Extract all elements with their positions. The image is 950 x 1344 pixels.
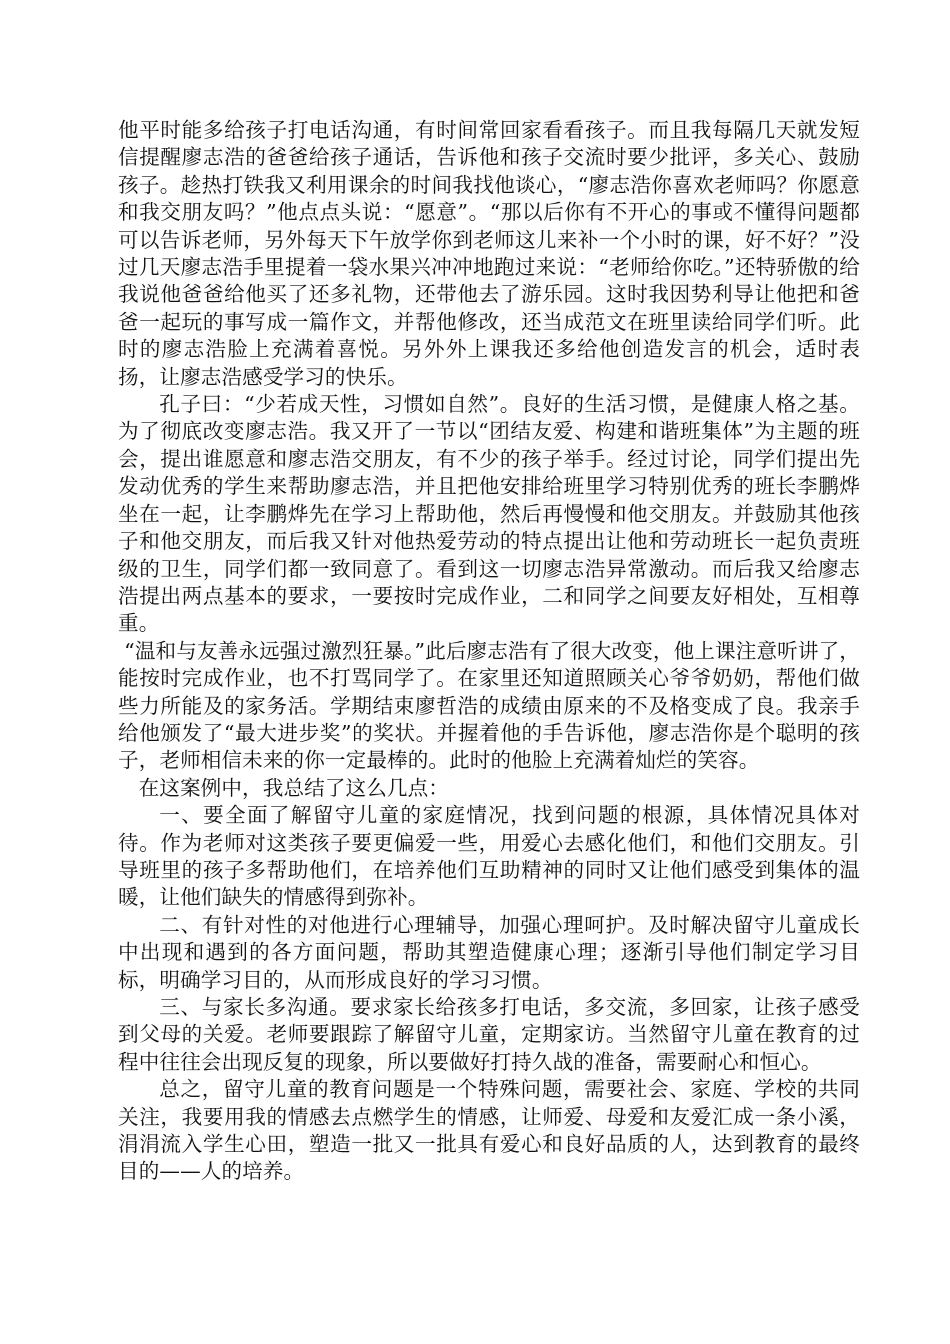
paragraph-5: 一、要全面了解留守儿童的家庭情况，找到问题的根源，具体情况具体对待。作为老师对这类孩子要更偏爱一些，用爱心去感化他们，和他们交朋友。引导班里的孩子多帮助他们，在培养他们互助精神的同时又让他们感受到集体的温暖，让他们缺失的情感得到弥补。 xyxy=(118,803,860,910)
paragraph-2: 孔子曰：“少若成天性，习惯如自然”。良好的生活习惯，是健康人格之基。为了彻底改变廖志浩。我又开了一节以“团结友爱、构建和谐班集体”为主题的班会，提出谁愿意和廖志浩交朋友，有不少的孩子举手。经过讨论，同学们提出先发动优秀的学生来帮助廖志浩，并且把他安排给班里学习特别优秀的班长李鹏烨坐在一起，让李鹏烨先在学习上帮助他，然后再慢慢和他交朋友。并鼓励其他孩子和他交朋友，而后我又针对他热爱劳动的特点提出让他和劳动班长一起负责班级的卫生，同学们都一致同意了。看到这一切廖志浩异常激动。而后我又给廖志浩提出两点基本的要求，一要按时完成作业，二和同学之间要友好相处，互相尊重。 xyxy=(118,392,860,636)
paragraph-3: “温和与友善永远强过激烈狂暴。”此后廖志浩有了很大改变，他上课注意听讲了，能按时完成作业，也不打骂同学了。在家里还知道照顾关心爷爷奶奶，帮他们做些力所能及的家务活。学期结束廖哲浩的成绩由原来的不及格变成了良。我亲手给他颁发了“最大进步奖”的奖状。并握着他的手告诉他，廖志浩你是个聪明的孩子，老师相信未来的你一定最棒的。此时的他脸上充满着灿烂的笑容。 xyxy=(118,638,860,773)
paragraph-7: 三、与家长多沟通。要求家长给孩多打电话，多交流，多回家，让孩子感受到父母的关爱。老师要跟踪了解留守儿童，定期家访。当然留守儿童在教育的过程中往往会出现反复的现象，所以要做好打持久战的准备，需要耐心和恒心。 xyxy=(118,995,860,1074)
paragraph-8: 总之，留守儿童的教育问题是一个特殊问题，需要社会、家庭、学校的共同关注，我要用我的情感去点燃学生的情感，让师爱、母爱和友爱汇成一条小溪，涓涓流入学生心田，塑造一批又一批具有爱心和良好品质的人，达到教育的最终目的——人的培养。 xyxy=(118,1077,860,1184)
paragraph-1: 他平时能多给孩子打电话沟通，有时间常回家看看孩子。而且我每隔几天就发短信提醒廖志浩的爸爸给孩子通话，告诉他和孩子交流时要少批评，多关心、鼓励孩子。趁热打铁我又利用课余的时间我找他谈心，“廖志浩你喜欢老师吗？你愿意和我交朋友吗？”他点点头说：“愿意”。“那以后你有不开心的事或不懂得问题都可以告诉老师，另外每天下午放学你到老师这儿来补一个小时的课，好不好？”没过几天廖志浩手里提着一袋水果兴冲冲地跑过来说：“老师给你吃。”还特骄傲的给我说他爸爸给他买了还多礼物，还带他去了游乐园。这时我因势利导让他把和爸爸一起玩的事写成一篇作文，并帮他修改，还当成范文在班里读给同学们听。此时的廖志浩脸上充满着喜悦。另外外上课我还多给他创造发言的机会，适时表扬，让廖志浩感受学习的快乐。 xyxy=(118,118,860,389)
paragraph-4: 在这案例中，我总结了这么几点： xyxy=(138,775,449,800)
document-body xyxy=(118,117,860,1186)
paragraph-6: 二、有针对性的对他进行心理辅导，加强心理呵护。及时解决留守儿童成长中出现和遇到的各方面问题，帮助其塑造健康心理；逐渐引导他们制定学习目标，明确学习目的，从而形成良好的学习习惯。 xyxy=(118,912,860,992)
